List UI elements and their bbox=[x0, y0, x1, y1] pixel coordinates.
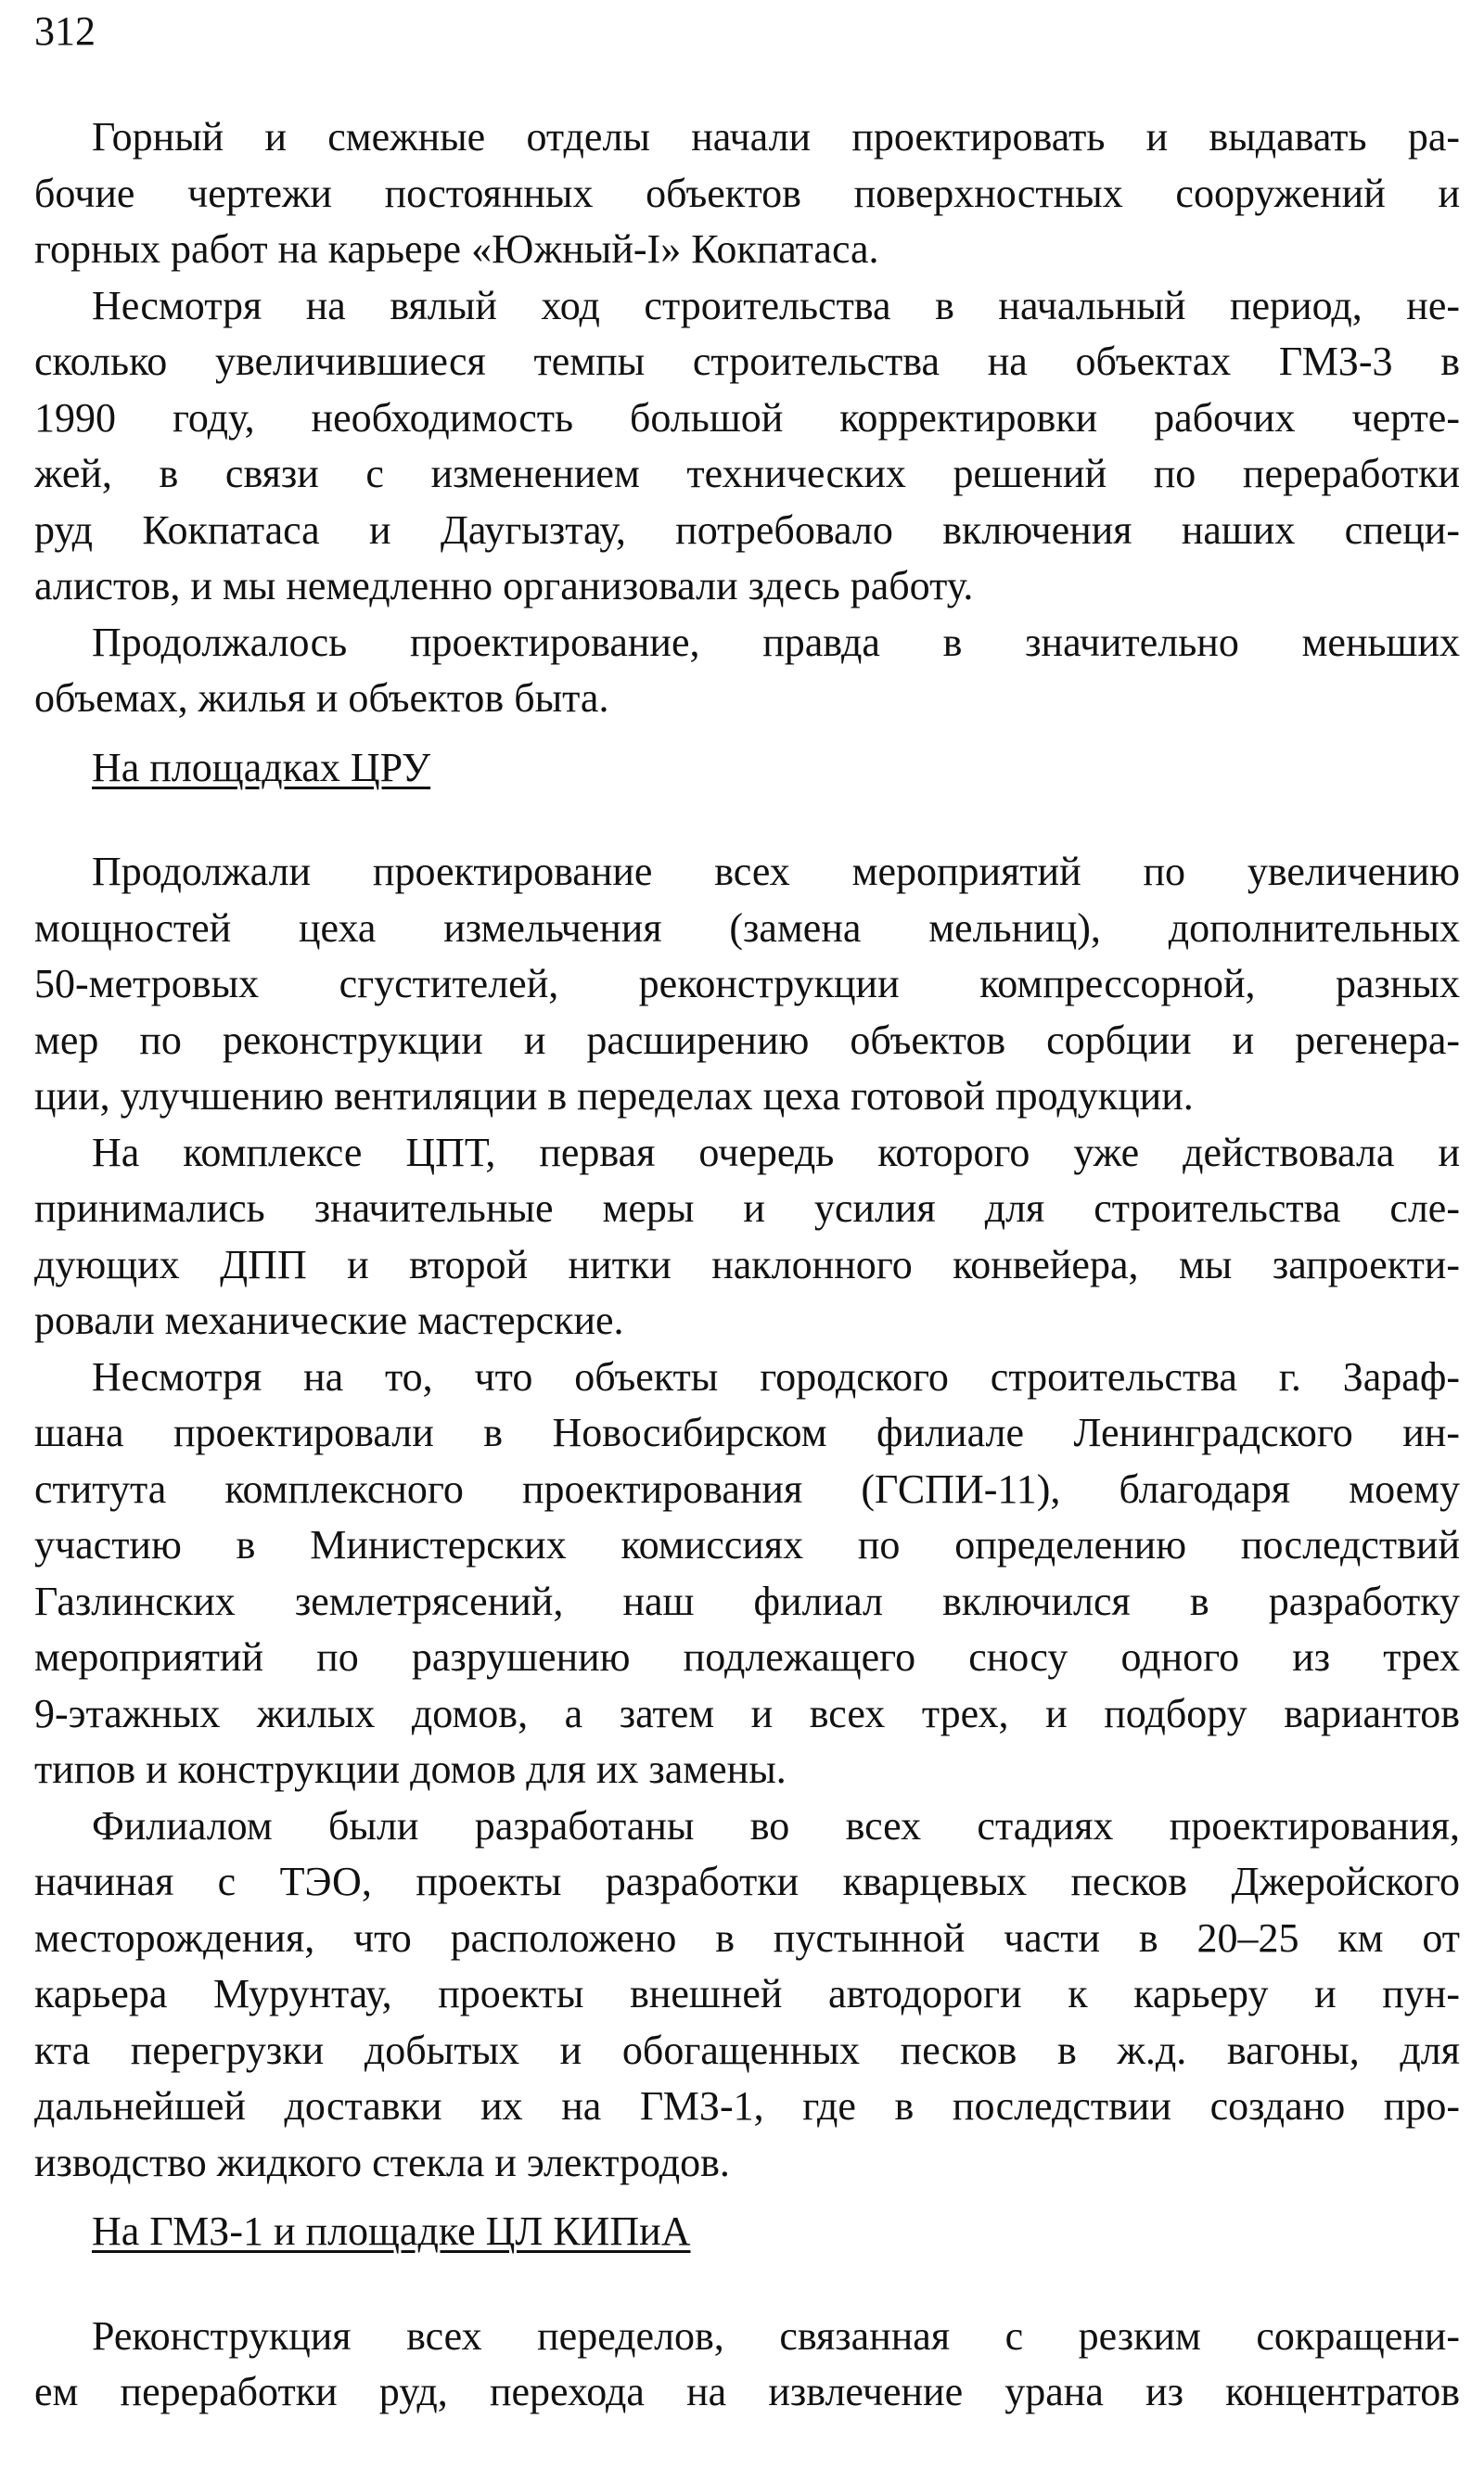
text-line: дующих ДПП и второй нитки наклонного конвейера, мы запроекти- bbox=[34, 1241, 1460, 1287]
paragraph bbox=[34, 1798, 1460, 2192]
paragraph bbox=[34, 278, 1460, 615]
text-line: бочие чертежи постоянных объектов поверхностных сооружений и bbox=[34, 170, 1460, 216]
section-heading-cru bbox=[34, 740, 1460, 797]
text-line: типов и конструкции домов для их замены. bbox=[34, 1747, 787, 1792]
text-line: ции, улучшению вентиляции в переделах цеха готовой продукции. bbox=[34, 1073, 1194, 1119]
text-line: 1990 году, необходимость большой корректировки рабочих черте- bbox=[34, 394, 1460, 441]
text-line: мер по реконструкции и расширению объектов сорбции и регенера- bbox=[34, 1017, 1460, 1063]
text-line: начиная с ТЭО, проекты разработки кварцевых песков Джеройского bbox=[34, 1859, 1460, 1904]
text-line: Несмотря на вялый ход строительства в начальный период, не- bbox=[92, 282, 1460, 328]
page-body bbox=[34, 109, 1460, 2421]
text-line: мероприятий по разрушению подлежащего сносу одного из трех bbox=[34, 1634, 1460, 1680]
text-line: 50-метровых сгустителей, реконструкции компрессорной, разных bbox=[34, 961, 1460, 1006]
text-line: дальнейшей доставки их на ГМЗ-1, где в последствии создано про- bbox=[34, 2083, 1460, 2129]
paragraph bbox=[34, 1125, 1460, 1350]
text-line: кта перегрузки добытых и обогащенных песков в ж.д. вагоны, для bbox=[34, 2027, 1460, 2073]
text-line: Реконструкция всех переделов, связанная с резким сокращени- bbox=[92, 2312, 1460, 2359]
text-line: сколько увеличившиеся темпы строительства на объектах ГМЗ-3 в bbox=[34, 339, 1460, 384]
text-line: Продолжалось проектирование, правда в значительно меньших bbox=[92, 619, 1460, 665]
text-line: Несмотря на то, что объекты городского строительства г. Зараф- bbox=[92, 1353, 1460, 1400]
text-line: ем переработки руд, перехода на извлечение урана из концентратов bbox=[34, 2369, 1460, 2414]
paragraph bbox=[34, 2309, 1460, 2421]
text-line: ститута комплексного проектирования (ГСПИ-11), благодаря моему bbox=[34, 1465, 1460, 1512]
text-line: жей, в связи с изменением технических решений по переработки bbox=[34, 451, 1460, 496]
section-cru bbox=[34, 844, 1460, 2191]
spacer bbox=[34, 2260, 1460, 2309]
text-line: На комплексе ЦПТ, первая очередь которого уже действовала и bbox=[92, 1129, 1460, 1175]
paragraph bbox=[34, 1350, 1460, 1798]
section-gmz1 bbox=[34, 2309, 1460, 2421]
text-line: Продолжали проектирование всех мероприятий по увеличению bbox=[92, 849, 1460, 894]
text-line: горных работ на карьере «Южный-I» Кокпатаса. bbox=[34, 226, 879, 272]
text-line: руд Кокпатаса и Даугызтау, потребовало включения наших специ- bbox=[34, 506, 1460, 553]
spacer bbox=[34, 727, 1460, 740]
text-line: месторождения, что расположено в пустынной части в 20–25 км от bbox=[34, 1914, 1460, 1961]
section-heading-cru-text: На площадках ЦРУ bbox=[92, 744, 431, 790]
text-line: участию в Министерских комиссиях по определению последствий bbox=[34, 1522, 1460, 1568]
spacer bbox=[34, 2191, 1460, 2204]
paragraph bbox=[34, 109, 1460, 278]
text-line: объемах, жилья и объектов быта. bbox=[34, 675, 609, 721]
text-line: карьера Мурунтау, проекты внешней автодороги к карьеру и пун- bbox=[34, 1971, 1460, 2016]
spacer bbox=[34, 796, 1460, 844]
text-line: шана проектировали в Новосибирском филиале Ленинградского ин- bbox=[34, 1410, 1460, 1455]
text-line: ровали механические мастерские. bbox=[34, 1298, 624, 1343]
text-line: 9-этажных жилых домов, а затем и всех трех, и подбору вариантов bbox=[34, 1690, 1460, 1736]
section-heading-gmz1 bbox=[34, 2204, 1460, 2260]
text-line: принимались значительные меры и усилия для строительства сле- bbox=[34, 1185, 1460, 1231]
text-line: алистов, и мы немедленно организовали здесь работу. bbox=[34, 563, 974, 608]
section-heading-gmz1-text: На ГМЗ-1 и площадке ЦЛ КИПиА bbox=[92, 2208, 691, 2254]
text-line: Филиалом были разработаны во всех стадиях проектирования, bbox=[92, 1802, 1460, 1849]
text-line: мощностей цеха измельчения (замена мельниц), дополнительных bbox=[34, 904, 1460, 951]
paragraph bbox=[34, 615, 1460, 727]
text-line: изводство жидкого стекла и электродов. bbox=[34, 2139, 730, 2185]
text-line: Газлинских землетрясений, наш филиал включился в разработку bbox=[34, 1578, 1460, 1624]
section-intro bbox=[34, 109, 1460, 727]
page-number: 312 bbox=[34, 8, 96, 54]
text-line: Горный и смежные отделы начали проектировать и выдавать ра- bbox=[92, 114, 1460, 160]
paragraph bbox=[34, 844, 1460, 1125]
